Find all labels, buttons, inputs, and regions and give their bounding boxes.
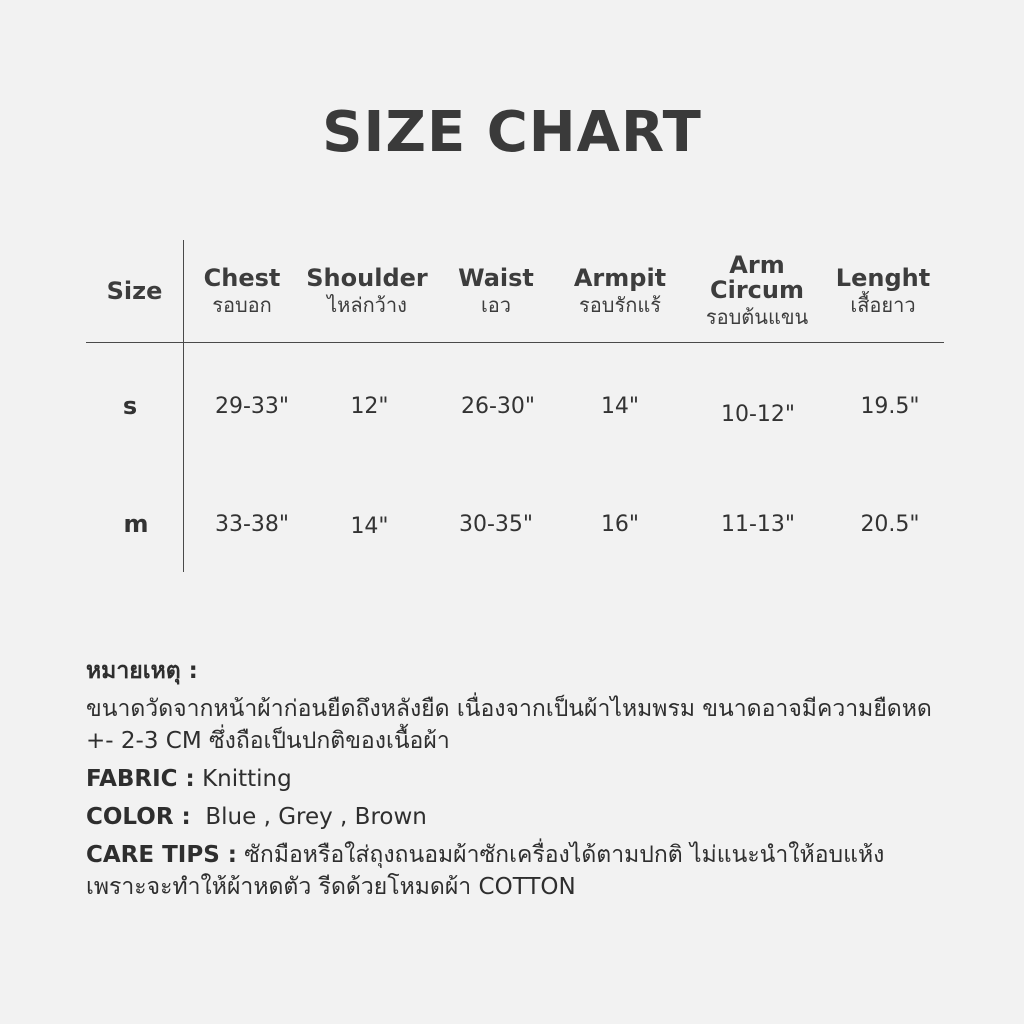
column-header-th: เอว [480,292,512,317]
fabric-info [86,763,986,795]
care-label: CARE TIPS : [86,842,237,868]
column-header-chest [192,240,292,342]
table-row [86,504,944,544]
column-header-en: Waist [458,263,534,292]
column-header-en: Lenght [835,263,931,292]
remark-line: +- 2-3 CM ซึ่งถือเป็นปกติของเนื้อผ้า [86,728,450,754]
table-horizontal-divider [86,342,944,343]
column-header-en: Arm Circum [710,251,804,304]
table-row [86,386,944,426]
column-header-th: เสื้อยาว [850,292,916,317]
column-header-arm-circum [692,240,822,342]
column-header-th: ไหล่กว้าง [327,292,407,317]
armpit-cell: 14" [600,393,640,419]
column-header-length [830,240,936,342]
size-table [86,240,944,572]
armpit-cell: 16" [600,511,640,537]
waist-cell: 26-30" [460,393,536,419]
remark-label: หมายเหตุ : [86,658,198,684]
chest-cell: 33-38" [214,511,290,537]
product-notes [86,655,986,903]
arm-circum-cell: 11-13" [720,511,796,537]
column-header-waist [446,240,546,342]
arm-circum-cell: 10-12" [720,401,796,427]
length-cell: 20.5" [860,511,920,537]
shoulder-cell: 14" [350,513,389,539]
fabric-value: Knitting [194,766,292,792]
column-header-th: รอบต้นแขน [705,305,809,329]
care-line: เพราะจะทำให้ผ้าหดตัว รีดด้วยโหมดผ้า COTTON [86,874,576,900]
shoulder-cell: 12" [350,393,389,419]
care-value: ซักมือหรือใส่ถุงถนอมผ้าซักเครื่องได้ตามปกติ ไม่แนะนำให้อบแห้ง [236,842,885,868]
size-column-header [86,240,183,342]
color-label: COLOR : [86,804,191,830]
length-cell: 19.5" [860,393,920,419]
waist-cell: 30-35" [458,511,534,537]
column-header-th: รอบรักแร้ [579,292,661,317]
column-header-en: Shoulder [306,263,428,292]
chest-cell: 29-33" [214,393,290,419]
size-header-label: Size [106,277,163,305]
column-header-en: Chest [203,263,281,292]
column-header-th: รอบอก [212,292,272,317]
column-header-shoulder [302,240,432,342]
fabric-label: FABRIC : [86,766,195,792]
color-value: Blue , Grey , Brown [190,804,427,830]
column-header-armpit [560,240,680,342]
remark-line: ขนาดวัดจากหน้าผ้าก่อนยืดถึงหลังยืด เนื่องจากเป็นผ้าไหมพรม ขนาดอาจมีความยืดหด [86,696,932,722]
size-cell: s [122,392,138,420]
page-title: SIZE CHART [322,100,702,165]
column-header-en: Armpit [573,263,667,292]
size-cell: m [123,510,149,538]
color-info [86,801,986,833]
care-info [86,839,986,871]
